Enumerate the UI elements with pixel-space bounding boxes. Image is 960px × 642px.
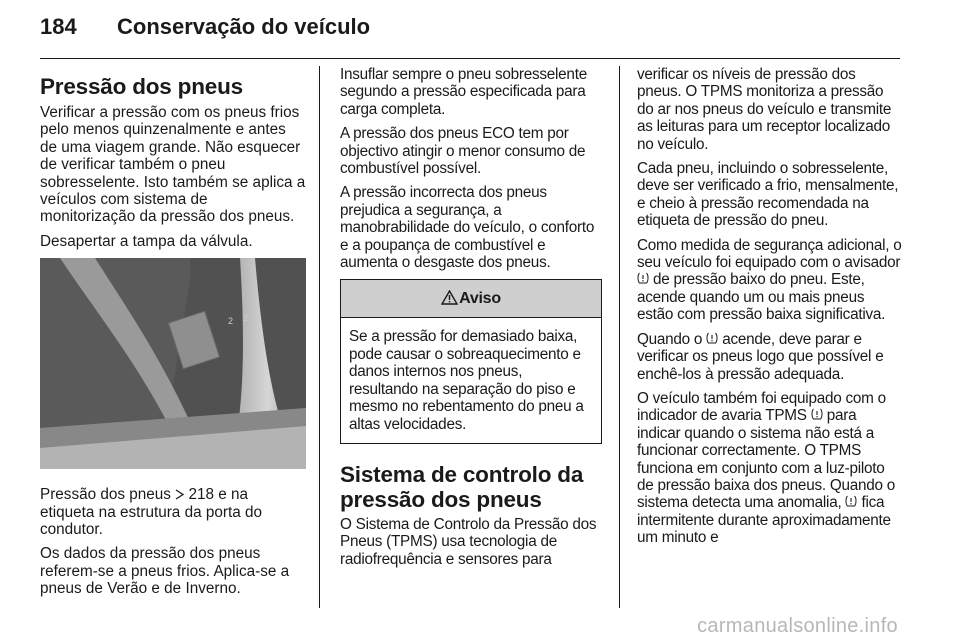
paragraph: Verificar a pressão com os pneus frios pelo menos quinzenalmente e antes de uma viagem grande. Não esquecer de verificar também o pneu sobresselente. Isto também se aplica a veículos com sistema de monitorização da pressão dos pneus. — [40, 104, 306, 226]
page-header — [40, 14, 370, 44]
section-heading-tyre-pressure: Pressão dos pneus — [40, 74, 243, 99]
paragraph: Como medida de segurança adicional, o seu veículo foi equipado com o avisador de pressão baixo do pneu. Este, acende quando um ou mais pneus estão com pressão baixa significativa. — [637, 236, 902, 324]
page-reference-arrow-icon — [175, 486, 184, 503]
paragraph: A pressão dos pneus ECO tem por objectivo atingir o menor consumo de combustível possível. — [340, 125, 586, 178]
warning-header — [341, 280, 601, 318]
paragraph: Os dados da pressão dos pneus referem-se a pneus frios. Aplica-se a pneus de Verão e de Inverno. — [40, 545, 290, 598]
watermark: carmanualsonline.info — [697, 615, 898, 637]
paragraph: O veículo também foi equipado com o indicador de avaria TPMS para indicar quando o sistema não está a funcionar correctamente. O TPMS funciona em conjunto com a luz-piloto de pressão baixa dos pneus. Quando o sistema detecta uma anomalia, fica intermitente durante aproximadamente um minuto e — [637, 389, 896, 547]
paragraph: Desapertar a tampa da válvula. — [40, 232, 253, 250]
paragraph: A pressão incorrecta dos pneus prejudica a segurança, a manobrabilidade do veículo, o conforto e a poupança de combustível e aumenta o desgaste dos pneus. — [340, 184, 595, 272]
column-3 — [637, 66, 903, 554]
tpms-warning-icon — [706, 332, 718, 345]
warning-body: Se a pressão for demasiado baixa, pode causar o sobreaquecimento e danos internos nos pneus, resultando na separação do piso e mesmo no rebentamento do pneu a altas velocidades. — [349, 328, 584, 433]
paragraph: Insuflar sempre o pneu sobresselente segundo a pressão especificada para carga completa. — [340, 66, 587, 118]
tpms-warning-icon — [637, 272, 649, 285]
section-heading-tpms: Sistema de controlo da pressão dos pneus — [340, 461, 584, 512]
paragraph: verificar os níveis de pressão dos pneus. O TPMS monitoriza a pressão do ar nos pneus do veículo e transmite as leituras para um receptor localizado no veículo. — [637, 66, 892, 153]
paragraph: Quando o acende, deve parar e verificar os pneus logo que possível e enchê-los à pressão adequada. — [637, 330, 884, 383]
column-divider — [319, 66, 320, 608]
door-frame-tyre-label-photo — [40, 258, 306, 469]
paragraph: Cada pneu, incluindo o sobresselente, deve ser verificado a frio, mensalmente, e cheio à pressão recomendada na etiqueta de pressão do pneu. — [637, 160, 899, 230]
svg-text:2: 2 — [228, 316, 234, 327]
warning-box — [340, 279, 602, 443]
warning-triangle-icon — [441, 290, 458, 307]
warning-title: Aviso — [459, 290, 501, 308]
page-number: 184 — [40, 14, 77, 39]
svg-text:2: 2 — [243, 313, 249, 324]
header-rule — [40, 58, 900, 59]
column-divider — [619, 66, 620, 608]
tpms-warning-icon — [811, 408, 823, 421]
tpms-warning-icon — [845, 495, 857, 508]
chapter-title: Conservação do veículo — [117, 14, 371, 39]
column-1 — [40, 66, 306, 605]
column-2 — [340, 66, 602, 575]
paragraph: Pressão dos pneus 218 e na etiqueta na estrutura da porta do condutor. — [40, 486, 262, 539]
paragraph: O Sistema de Controlo da Pressão dos Pneus (TPMS) usa tecnologia de radiofrequência e sensores para — [340, 515, 597, 568]
